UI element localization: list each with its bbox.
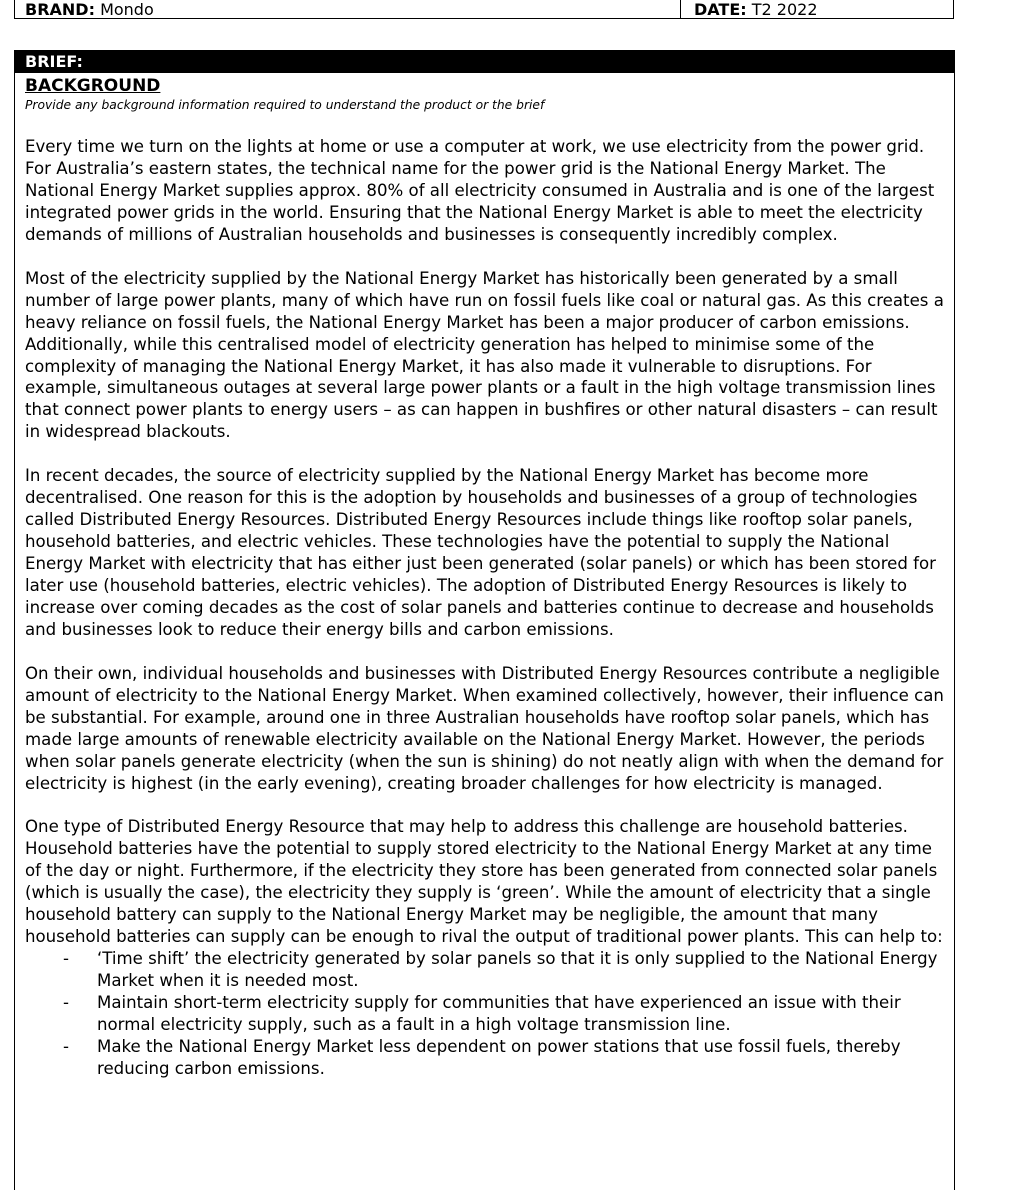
list-item [25, 948, 947, 992]
paragraph: One type of Distributed Energy Resource that may help to address this challenge are household batteries. Household batteries have the potential to supply stored electricity to the National Energy Market at any time of the day or night. Furthermore, if the electricity they store has been generated from connected solar panels (which is usually the case), the electricity they supply is ‘green’. While the amount of electricity that a single household battery can supply to the National Energy Market may be negligible, the amount that many household batteries can supply can be enough to rival the output of traditional power plants. This can help to: [25, 817, 943, 947]
background-body [25, 136, 947, 1080]
list-item [25, 992, 947, 1036]
paragraph: On their own, individual households and businesses with Distributed Energy Resources contribute a negligible amount of electricity to the National Energy Market. When examined collectively, however, their influence can be substantial. For example, around one in three Australian households have rooftop solar panels, which has made large amounts of renewable electricity available on the National Energy Market. However, the periods when solar panels generate electricity (when the sun is shining) do not neatly align with when the demand for electricity is highest (in the early evening), creating broader challenges for how electricity is managed. [25, 663, 944, 793]
bullet-dash: - [63, 949, 69, 969]
bullet-dash: - [63, 993, 69, 1013]
paragraph: Every time we turn on the lights at home or use a computer at work, we use electricity from the power grid. For Australia’s eastern states, the technical name for the power grid is the National Energy Market. The National Energy Market supplies approx. 80% of all electricity consumed in Australia and is one of the largest integrated power grids in the world. Ensuring that the National Energy Market is able to meet the electricity demands of millions of Australian households and businesses is consequently incredibly complex. [25, 137, 935, 244]
header-divider [680, 0, 681, 18]
brand-label: BRAND: [25, 0, 95, 19]
list-item-text: ‘Time shift’ the electricity generated by solar panels so that it is only supplied to the National Energy Market when it is needed most. [97, 949, 938, 991]
list-item [25, 1036, 947, 1080]
date-field [694, 0, 818, 18]
list-item-text: Make the National Energy Market less dependent on power stations that use fossil fuels, thereby reducing carbon emissions. [97, 1037, 901, 1078]
benefits-list [25, 948, 947, 1080]
list-item-text: Maintain short-term electricity supply for communities that have experienced an issue with their normal electricity supply, such as a fault in a high voltage transmission line. [97, 993, 901, 1035]
brand-field [25, 0, 154, 18]
bullet-dash: - [63, 1037, 69, 1057]
background-heading: BACKGROUND [25, 76, 161, 96]
background-instructions: Provide any background information required to understand the product or the brief [25, 98, 545, 112]
date-label: DATE: [694, 0, 747, 19]
brand-value: Mondo [100, 0, 154, 19]
paragraph: In recent decades, the source of electricity supplied by the National Energy Market has become more decentralised. One reason for this is the adoption by households and businesses of a group of technologies called Distributed Energy Resources. Distributed Energy Resources include things like rooftop solar panels, household batteries, and electric vehicles. These technologies have the potential to supply the National Energy Market with electricity that has either just been generated (solar panels) or which has been stored for later use (household batteries, electric vehicles). The adoption of Distributed Energy Resources is likely to increase over coming decades as the cost of solar panels and batteries continue to decrease and households and businesses look to reduce their energy bills and carbon emissions. [25, 466, 936, 639]
date-value: T2 2022 [751, 0, 818, 19]
brief-section [14, 50, 955, 1190]
paragraph: Most of the electricity supplied by the National Energy Market has historically been generated by a small number of large power plants, many of which have run on fossil fuels like coal or natural gas. As this creates a heavy reliance on fossil fuels, the National Energy Market has been a major producer of carbon emissions. Additionally, while this centralised model of electricity generation has helped to minimise some of the complexity of managing the National Energy Market, it has also made it vulnerable to disruptions. For example, simultaneous outages at several large power plants or a fault in the high voltage transmission lines that connect power plants to energy users – as can happen in bushfires or other natural disasters – can result in widespread blackouts. [25, 268, 944, 442]
brief-title: BRIEF: [15, 51, 954, 73]
brief-header-row [14, 0, 954, 19]
